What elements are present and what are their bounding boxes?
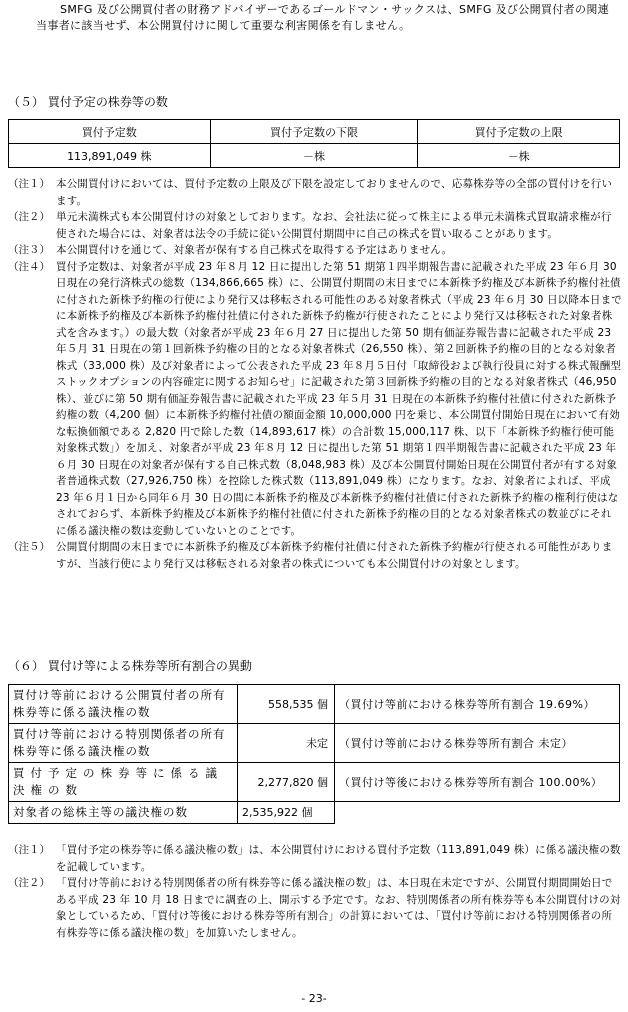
note-label: （注２） [8, 211, 50, 223]
section5-title: （５） 買付予定の株券等の数 [8, 95, 168, 109]
row-value: 2,535,922 個 [238, 802, 335, 824]
note-text: 本公開買付けにおいては、買付予定数の上限及び下限を設定しておりませんので、応募株券等の全部の買付けを行います。 [56, 178, 613, 207]
note-item [8, 176, 622, 209]
note-item [8, 242, 622, 259]
note-label: （注１） [8, 178, 50, 190]
row-comment [335, 802, 620, 824]
note-text: 「買付け等前における特別関係者の所有株券等に係る議決権の数」は、本日現在未定ですが、公開買付期間開始日である平成 23 年 10 月 18 日までに調査の上、開示する予定です。なお、特別関係者の所有株券等も本公開買付けの対象としているため、「買付け等後における株券等所有割合」の計算においては、「買付け等前における特別関係者の所有株券等に係る議決権の数」を加算いたしません。 [56, 877, 621, 939]
note-item [8, 539, 622, 572]
row-comment: （買付け等後における株券等所有割合 100.00%） [335, 763, 620, 802]
table-row [9, 144, 620, 168]
note-label: （注１） [8, 844, 50, 856]
note-label: （注２） [8, 877, 50, 889]
value-planned-quantity: 113,891,049 株 [9, 144, 211, 168]
section6-title: （６） 買付け等による株券等所有割合の異動 [8, 659, 252, 673]
purchase-quantity-table [8, 119, 620, 168]
header-upper-limit: 買付予定数の上限 [418, 120, 620, 144]
note-item [8, 209, 622, 242]
note-text: 単元未満株式も本公開買付けの対象としております。なお、会社法に従って株主による単元未満株式買取請求権が行使された場合には、対象者は法令の手続に従い公開買付期間中に自己の株式を買い取ることがあります。 [56, 211, 612, 240]
row-value: 558,535 個 [238, 685, 335, 724]
section5-notes [8, 176, 622, 572]
note-label: （注４） [8, 260, 50, 273]
page-number: - 23- [301, 992, 327, 1005]
header-planned-quantity: 買付予定数 [9, 120, 211, 144]
note-text: 本公開買付けを通じて、対象者が保有する自己株式を取得する予定はありません。 [56, 244, 453, 256]
row-value: 2,277,820 個 [238, 763, 335, 802]
row-label: 買付け等前における特別関係者の所有株券等に係る議決権の数 [9, 724, 238, 763]
value-upper-limit: －株 [418, 144, 620, 168]
header-lower-limit: 買付予定数の下限 [210, 120, 418, 144]
row-comment: （買付け等前における株券等所有割合 未定） [335, 724, 620, 763]
note-text: 公開買付期間の末日までに本新株予約権及び本新株予約権付社債に付された新株予約権が行使される可能性がありますが、当該行使により発行又は移転される対象者の株式についても本公開買付けの対象とします。 [56, 541, 613, 570]
note-label: （注３） [8, 244, 50, 256]
note-item [8, 875, 622, 941]
note-label: （注５） [8, 541, 50, 553]
row-label: 対象者の総株主等の議決権の数 [9, 802, 238, 824]
note-text: 「買付予定の株券等に係る議決権の数」は、本公開買付けにおける買付予定数（113,891,049 株）に係る議決権の数を記載しています。 [56, 844, 621, 873]
value-lower-limit: －株 [210, 144, 418, 168]
table-row [9, 802, 620, 824]
row-label: 買付け等前における公開買付者の所有株券等に係る議決権の数 [9, 685, 238, 724]
row-label: 買付予定の株券等に係る議決権の数 [9, 763, 238, 802]
table-row [9, 763, 620, 802]
note-item [8, 842, 622, 875]
table-header-row [9, 120, 620, 144]
table-row [9, 724, 620, 763]
section6-notes [8, 842, 622, 941]
row-comment: （買付け等前における株券等所有割合 19.69%） [335, 685, 620, 724]
note-item [8, 259, 622, 540]
intro-paragraph: SMFG 及び公開買付者の財務アドバイザーであるゴールドマン・サックスは、SMFG 及び公開買付者の関連当事者に該当せず、本公開買付けに関して重要な利害関係を有しません。 [36, 3, 610, 32]
table-row [9, 685, 620, 724]
row-value: 未定 [238, 724, 335, 763]
ownership-change-table [8, 684, 620, 824]
note-text: 買付予定数は、対象者が平成 23 年８月 12 日に提出した第 51 期第１四半期報告書に記載された平成 23 年６月 30 日現在の発行済株式の総数（134,866,665 株）に、公開買付期間の末日までに本新株予約権及び本新株予約権付社債に付された新株予約権の行使により発行又は移転される可能性のある対象者株式（平成 23 年６月 30 日以降本日までに本新株予約権及び本新株予約権付社債に付された新株予約権が行使されたことにより発行又は移転された対象者株式を含みます。）の最大数（対象者が平成 23 年６月 27 日に提出した第 50 期有価証券報告書に記載された平成 23 年５月 31 日現在の第１回新株予約権の目的となる対象者株式（26,550 株）、第２回新株予約権の目的となる対象者株式（33,000 株）及び対象者によって公表された平成 23 年８月５日付「取締役および執行役員に対する株式報酬型ストックオプションの内容確定に関するお知らせ」に記載された第３回新株予約権の目的となる対象者株式（46,950 株）、並びに第 50 期有価証券報告書に記載された平成 23 年５月 31 日現在の本新株予約権付社債に付された新株予約権の数（4,200 個）に本新株予約権付社債の額面金額 10,000,000 円を乗じ、本公開買付開始日現在において有効な転換価額である 2,820 円で除した数（14,893,617 株）の合計数 15,000,117 株、以下「本新株予約権行使可能対象株式数」）を加え、対象者が平成 23 年８月 12 日に提出した第 51 期第１四半期報告書に記載された平成 23 年６月 30 日現在の対象者が保有する自己株式数（8,048,983 株）及び本公開買付開始日現在公開買付者が有する対象者普通株式数（27,926,750 株）を控除した株式数（113,891,049 株）になります。なお、対象者によれば、平成 23 年６月１日から同年６月 30 日の間に本新株予約権及び本新株予約権付社債に付された新株予約権の権利行使はなされておらず、本新株予約権及び本新株予約権付社債に付された新株予約権の目的となる対象者株式の数並びにそれに係る議決権の数は変動していないとのことです。 [56, 260, 622, 537]
